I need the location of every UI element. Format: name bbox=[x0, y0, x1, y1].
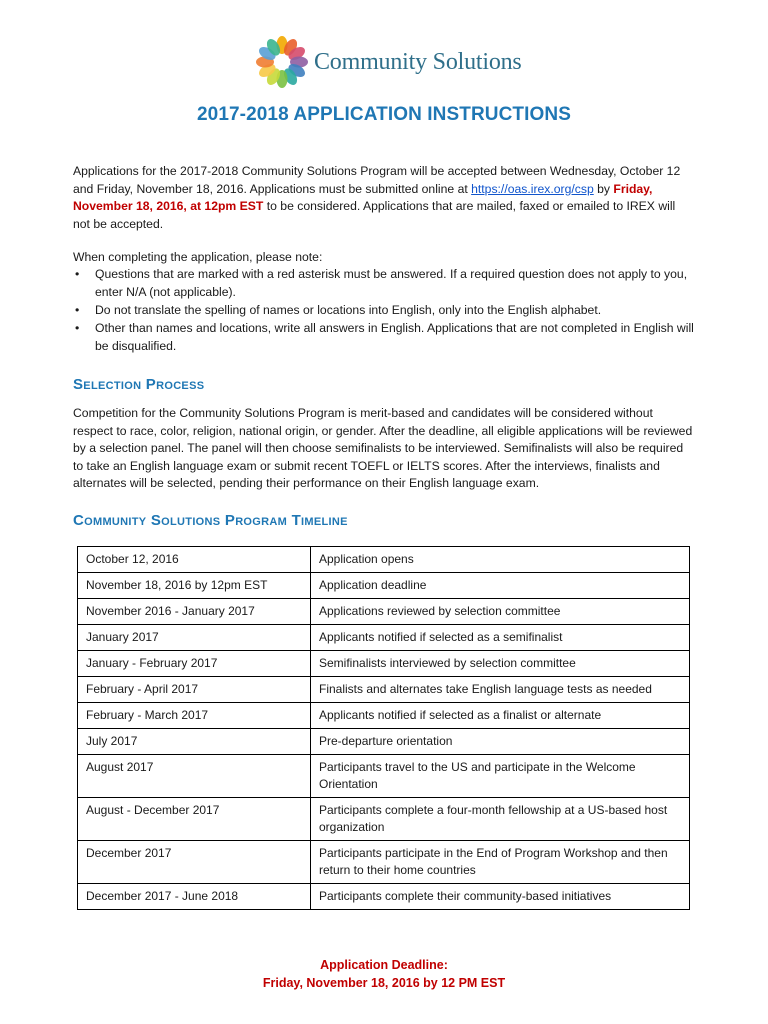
table-row bbox=[78, 547, 690, 573]
timeline-table bbox=[77, 546, 690, 910]
selection-paragraph: Competition for the Community Solutions Program is merit-based and candidates will be considered without respect to race, color, religion, national origin, or gender. After the deadline, all eligible applications will be reviewed by a selection panel. The panel will then choose semifinalists to be interviewed. Semifinalists will also be required to take an English language exam or submit recent TOEFL or IELTS scores. After the interviews, finalists and alternates will be selected, pending their performance on their English language exam. bbox=[73, 406, 693, 490]
event-cell: Applicants notified if selected as a finalist or alternate bbox=[311, 703, 690, 729]
event-cell: Finalists and alternates take English language tests as needed bbox=[311, 677, 690, 703]
event-cell: Application deadline bbox=[311, 573, 690, 599]
table-row bbox=[78, 651, 690, 677]
date-cell: August - December 2017 bbox=[78, 798, 311, 841]
date-cell: November 2016 - January 2017 bbox=[78, 599, 311, 625]
notes-list bbox=[73, 265, 698, 355]
selection-heading: Selection Process bbox=[73, 376, 205, 393]
bullet-icon: • bbox=[75, 321, 80, 335]
table-row bbox=[78, 677, 690, 703]
logo-text: Community Solutions bbox=[314, 48, 522, 75]
date-cell: November 18, 2016 by 12pm EST bbox=[78, 573, 311, 599]
event-cell: Applicants notified if selected as a semifinalist bbox=[311, 625, 690, 651]
footer-deadline-date: Friday, November 18, 2016 by 12 PM EST bbox=[262, 976, 506, 990]
date-cell: August 2017 bbox=[78, 755, 311, 798]
date-cell: October 12, 2016 bbox=[78, 547, 311, 573]
logo-emblem-icon bbox=[256, 33, 308, 91]
date-cell: January - February 2017 bbox=[78, 651, 311, 677]
event-cell: Participants complete a four-month fellowship at a US-based host organization bbox=[311, 798, 690, 841]
date-cell: February - March 2017 bbox=[78, 703, 311, 729]
table-row bbox=[78, 841, 690, 884]
table-row bbox=[78, 884, 690, 910]
event-cell: Pre-departure orientation bbox=[311, 729, 690, 755]
table-row bbox=[78, 573, 690, 599]
table-row bbox=[78, 798, 690, 841]
table-row bbox=[78, 599, 690, 625]
date-cell: February - April 2017 bbox=[78, 677, 311, 703]
footer-deadline-label: Application Deadline: bbox=[320, 958, 448, 972]
notes-lead: When completing the application, please note: bbox=[73, 250, 323, 264]
intro-text-a: Applications for the 2017-2018 Community Solutions Program will be accepted between Wednesday, October 12 and Friday, November 18, 2016. Applications must be submitted online at bbox=[73, 164, 681, 196]
application-link[interactable]: https://oas.irex.org/csp bbox=[471, 181, 594, 196]
event-cell: Applications reviewed by selection committee bbox=[311, 599, 690, 625]
date-cell: December 2017 bbox=[78, 841, 311, 884]
event-cell: Participants travel to the US and participate in the Welcome Orientation bbox=[311, 755, 690, 798]
bullet-icon: • bbox=[75, 267, 80, 281]
event-cell: Semifinalists interviewed by selection committee bbox=[311, 651, 690, 677]
date-cell: December 2017 - June 2018 bbox=[78, 884, 311, 910]
community-solutions-logo bbox=[256, 30, 522, 94]
table-row bbox=[78, 755, 690, 798]
list-item: • Questions that are marked with a red asterisk must be answered. If a required question does not apply to you, enter N/A (not applicable). bbox=[75, 267, 688, 299]
event-cell: Participants participate in the End of Program Workshop and then return to their home countries bbox=[311, 841, 690, 884]
event-cell: Application opens bbox=[311, 547, 690, 573]
table-row bbox=[78, 625, 690, 651]
event-cell: Participants complete their community-based initiatives bbox=[311, 884, 690, 910]
date-cell: January 2017 bbox=[78, 625, 311, 651]
intro-text-c: to be considered. Applications that are mailed, faxed or emailed to IREX will not be accepted. bbox=[73, 199, 676, 231]
table-row bbox=[78, 703, 690, 729]
list-item: • Do not translate the spelling of names or locations into English, only into the English alphabet. bbox=[75, 303, 602, 317]
intro-text-b: by bbox=[593, 181, 614, 196]
intro-deadline: Friday, November 18, 2016, at 12pm EST bbox=[73, 181, 653, 213]
page-title: 2017-2018 APPLICATION INSTRUCTIONS bbox=[197, 104, 571, 125]
bullet-icon: • bbox=[75, 303, 80, 317]
list-item: • Other than names and locations, write all answers in English. Applications that are not completed in English will be disqualified. bbox=[75, 321, 694, 353]
intro-paragraph bbox=[73, 163, 693, 233]
timeline-heading: Community Solutions Program Timeline bbox=[73, 512, 348, 529]
date-cell: July 2017 bbox=[78, 729, 311, 755]
table-row bbox=[78, 729, 690, 755]
